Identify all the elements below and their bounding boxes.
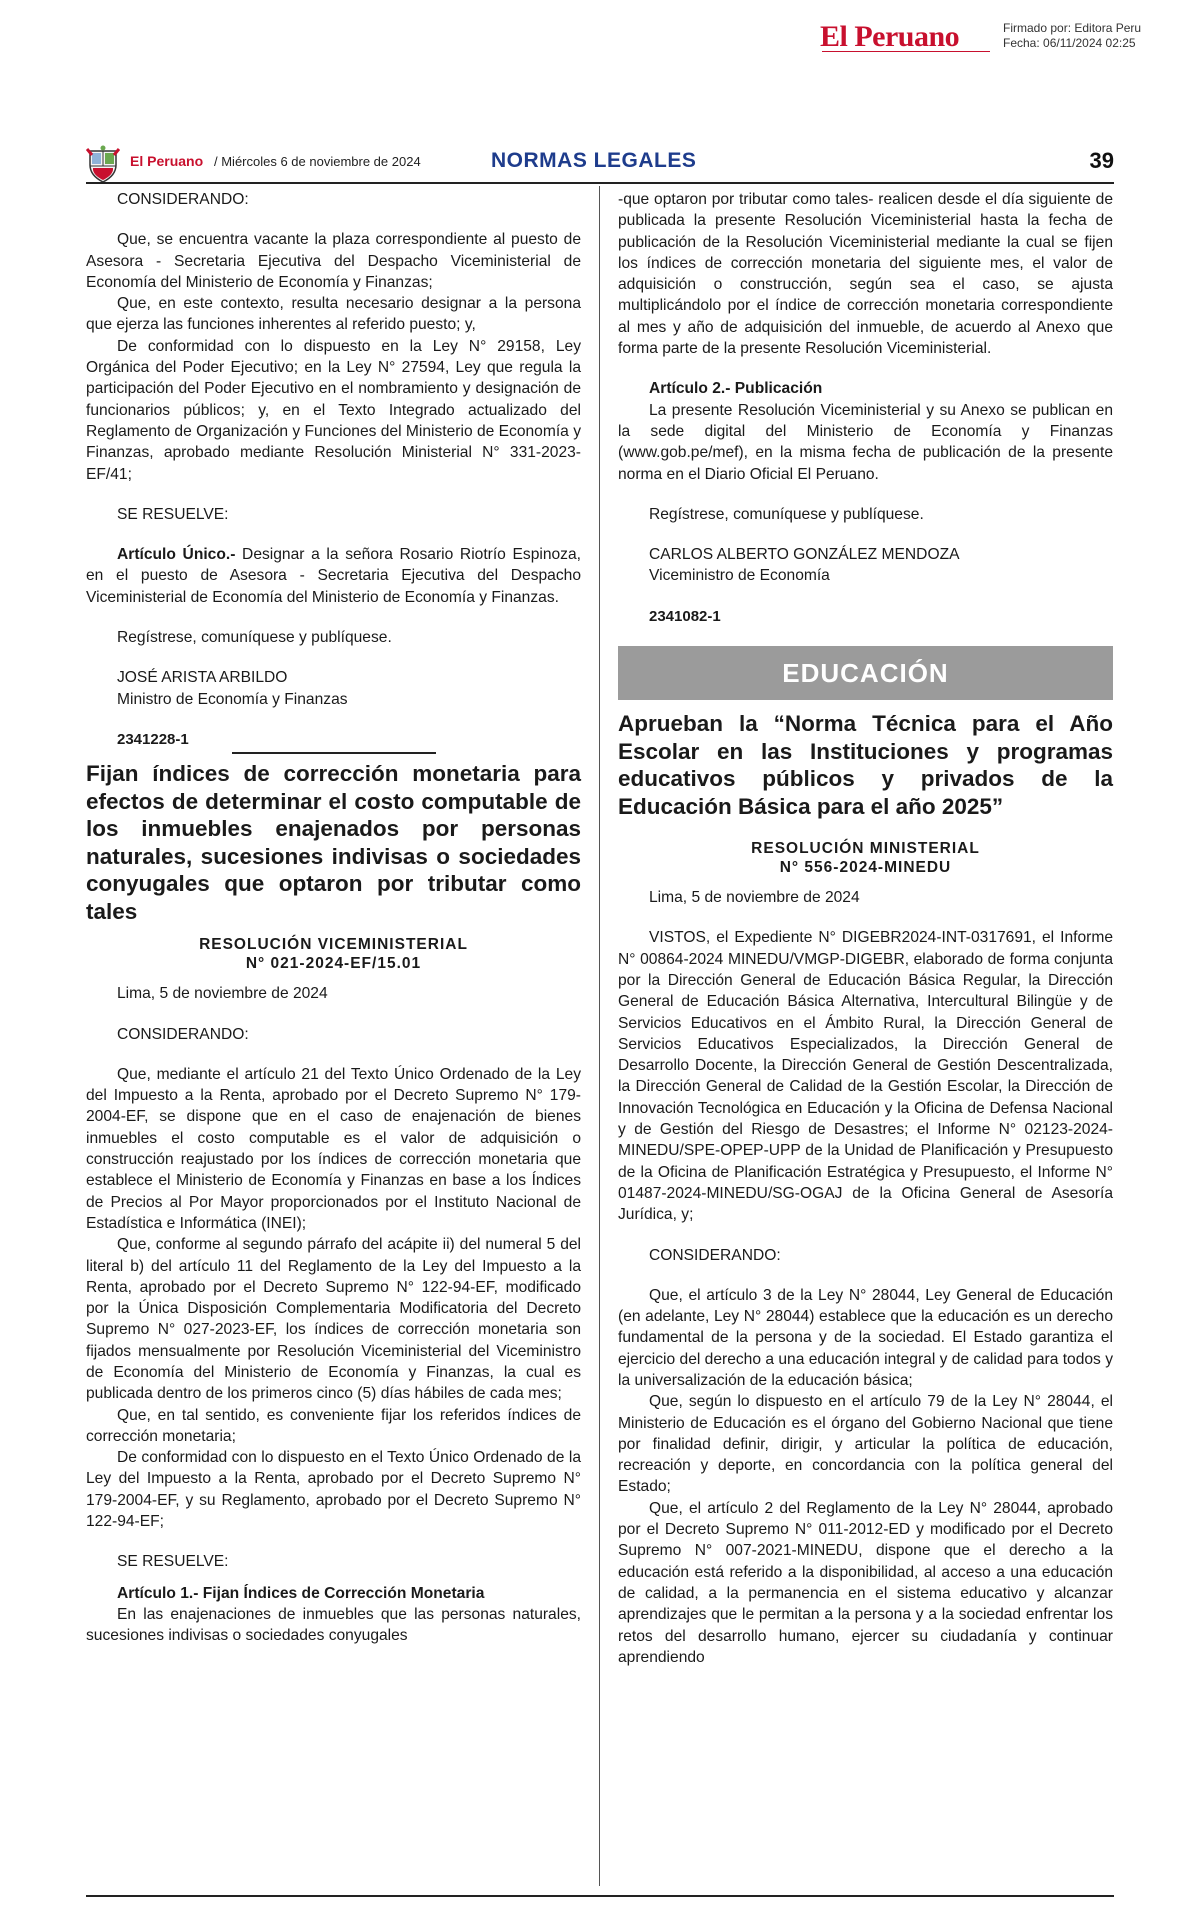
right-column (618, 189, 1113, 1668)
header-section: NORMAS LEGALES (491, 149, 697, 172)
signed-by: Firmado por: Editora Peru (1003, 21, 1142, 35)
resolution-number: N° 556-2024-MINEDU (779, 859, 952, 877)
considerando-heading: CONSIDERANDO: (117, 1025, 249, 1043)
header-brand: El Peruano (130, 153, 204, 169)
paragraph: Que, según lo dispuesto en el artículo 79 de la Ley N° 28044, el Ministerio de Educación es el órgano del Gobierno Nacional que tiene por finalidad definir, dirigir, y articular la política de educación, recreación y deporte, en concordancia con la política general del Estado; (618, 1393, 1113, 1496)
coat-of-arms-icon (86, 145, 120, 183)
closing-formula: Regístrese, comuníquese y publíquese. (117, 629, 392, 647)
considerando-heading: CONSIDERANDO: (649, 1246, 781, 1264)
norm-title: Aprueban la “Norma Técnica para el Año Escolar en las Instituciones y programas educativos públicos y privados de la Educación Básica para el año 2025” (618, 711, 1113, 819)
paragraph: -que optaron por tributar como tales- realicen desde el día siguiente de publicada la presente Resolución Viceministerial hasta la fecha de publicación de la Resolución Viceministerial mediante la cual se fijen los índices de corrección monetaria del siguiente mes, el valor de adquisición o construcción, según sea el caso, se ajusta multiplicándolo por el índice de corrección monetaria correspondiente al mes y año de adquisición del inmueble, de acuerdo al Anexo que forma parte de la presente Resolución Viceministerial. (618, 191, 1113, 358)
signer-role: Ministro de Economía y Finanzas (117, 690, 348, 708)
publication-code: 2341228-1 (117, 730, 189, 748)
signer-role: Viceministro de Economía (649, 567, 830, 585)
resolution-number: N° 021-2024-EF/15.01 (245, 955, 422, 973)
left-column (86, 189, 581, 1647)
considerando-heading: CONSIDERANDO: (117, 191, 249, 208)
paragraph: Que, mediante el artículo 21 del Texto Único Ordenado de la Ley del Impuesto a la Renta, aprobado por el Decreto Supremo N° 179-2004-EF, se dispone que en el caso de enajenación de bienes inmuebles el costo computable es el valor de adquisición o construcción reajustado por los índices de corrección monetaria que establece el Ministerio de Economía y Finanzas en base a los Índices de Precios al Por Mayor proporcionados por el Instituto Nacional de Estadística e Informática (INEI); (86, 1065, 581, 1232)
resuelve-heading: SE RESUELVE: (117, 1553, 229, 1571)
footer-rule (86, 1895, 1114, 1897)
signature-stamp (1003, 21, 1141, 51)
article-label: Artículo Único.- (117, 546, 236, 564)
paragraph: De conformidad con lo dispuesto en el Texto Único Ordenado de la Ley del Impuesto a la Renta, aprobado por el Decreto Supremo N° 179-2004-EF, y su Reglamento, aprobado por el Decreto Supremo N° 122-94-EF; (86, 1449, 581, 1531)
top-brand-underline (822, 51, 990, 55)
signer-name: JOSÉ ARISTA ARBILDO (117, 669, 288, 687)
paragraph: Que, el artículo 2 del Reglamento de la Ley N° 28044, aprobado por el Decreto Supremo N° 011-2012-ED y modificado por el Decreto Supremo N° 007-2021-MINEDU, dispone que el derecho a la educación está referido a la disponibilidad, al acceso a una educación de calidad, a la permanencia en el sistema educativo y alcanzar aprendizajes que le permitan a la persona y a la sociedad enfrentar los retos del desarrollo humano, ejercer su ciudadanía y continuar aprendiendo (618, 1499, 1113, 1666)
paragraph: Que, se encuentra vacante la plaza correspondiente al puesto de Asesora - Secretaria Ejecutiva del Despacho Viceministerial de Economía del Ministerio de Economía y Finanzas; (86, 231, 581, 291)
paragraph: En las enajenaciones de inmuebles que las personas naturales, sucesiones indivisas o sociedades conyugales (86, 1605, 581, 1645)
paragraph: Que, en tal sentido, es conveniente fijar los referidos índices de corrección monetaria; (86, 1406, 581, 1445)
paragraph: Que, en este contexto, resulta necesario designar a la persona que ejerza las funciones inherentes al referido puesto; y, (86, 295, 581, 334)
resolution-type: RESOLUCIÓN VICEMINISTERIAL (199, 936, 468, 954)
resuelve-heading: SE RESUELVE: (117, 505, 229, 523)
page-number: 39 (1089, 148, 1114, 173)
signed-date: Fecha: 06/11/2024 02:25 (1003, 36, 1136, 50)
header-date: / Miércoles 6 de noviembre de 2024 (214, 154, 421, 169)
article-heading: Artículo 1.- Fijan Índices de Corrección Monetaria (117, 1584, 485, 1602)
paragraph: VISTOS, el Expediente N° DIGEBR2024-INT-0317691, el Informe N° 00864-2024 MINEDU/VMGP-DIGEBR, elaborado de forma conjunta por la Dirección General de Educación Básica Regular, la Dirección General de Educación Básica Alternativa, Intercultural Bilingüe y de Servicios Educativos en el Ámbito Rural, la Dirección General de Servicios Educativos Especializados, la Dirección General de Desarrollo Docente, la Dirección General de Gestión Descentralizada, la Dirección General de Calidad de la Gestión Escolar, la Dirección de Innovación Tecnológica en Educación y la Oficina de Defensa Nacional y de Gestión del Riesgo de Desastres; el Informe N° 02123-2024-MINEDU/SPE-OPEP-UPP de la Unidad de Planificación y Presupuesto de la Oficina de Planificación Estratégica y Presupuesto, el Informe N° 01487-2024-MINEDU/SG-OGAJ de la Oficina General de Asesoría Jurídica, y; (618, 929, 1113, 1224)
column-divider (599, 186, 600, 1886)
signer-name: CARLOS ALBERTO GONZÁLEZ MENDOZA (649, 546, 960, 564)
section-separator (232, 752, 436, 754)
paragraph: Que, conforme al segundo párrafo del acápite ii) del numeral 5 del literal b) del artículo 11 del Reglamento de la Ley del Impuesto a la Renta, aprobado por el Decreto Supremo N° 122-94-EF, modificado por la Única Disposición Complementaria Modificatoria del Decreto Supremo N° 027-2023-EF, los índices de corrección monetaria son fijados mensualmente por Resolución Viceministerial del Viceministro de Economía del Ministerio de Economía y Finanzas, la cual es publicada dentro de los primeros cinco (5) días hábiles de cada mes; (86, 1236, 581, 1403)
article-text: Designar a la señora Rosario Riotrío Espinoza, en el puesto de Asesora - Secretaria Ejecutiva del Despacho Viceministerial de Economía del Ministerio de Economía y Finanzas. (86, 546, 581, 606)
date-line: Lima, 5 de noviembre de 2024 (117, 985, 328, 1003)
top-brand-logo: El Peruano (820, 20, 960, 53)
norm-title: Fijan índices de corrección monetaria para efectos de determinar el costo computable de los inmuebles enajenados por personas naturales, sucesiones indivisas o sociedades conyugales que optaron por tributar como tales (86, 761, 581, 924)
article-unico (86, 544, 581, 608)
resolution-type: RESOLUCIÓN MINISTERIAL (751, 840, 980, 858)
publication-code: 2341082-1 (649, 607, 721, 625)
paragraph: De conformidad con lo dispuesto en la Ley N° 29158, Ley Orgánica del Poder Ejecutivo; en la Ley N° 27594, Ley que regula la participación del Poder Ejecutivo en el nombramiento y designación de funcionarios públicos; y, en el Texto Integrado actualizado del Reglamento de Organización y Funciones del Ministerio de Economía y Finanzas, aprobado mediante Resolución Ministerial N° 331-2023-EF/41; (86, 337, 581, 483)
page-header (86, 143, 1114, 183)
paragraph: Que, el artículo 3 de la Ley N° 28044, Ley General de Educación (en adelante, Ley N° 28044) establece que la educación es un derecho fundamental de la persona y de la sociedad. El Estado garantiza el ejercicio del derecho a una educación integral y de calidad para todos y la universalización de la educación básica; (618, 1286, 1113, 1389)
article-heading: Artículo 2.- Publicación (649, 380, 823, 398)
closing-formula: Regístrese, comuníquese y publíquese. (649, 505, 924, 523)
date-line: Lima, 5 de noviembre de 2024 (649, 889, 860, 907)
sector-banner: EDUCACIÓN (618, 646, 1113, 700)
paragraph: La presente Resolución Viceministerial y su Anexo se publican en la sede digital del Ministerio de Economía y Finanzas (www.gob.pe/mef), en la misma fecha de publicación de la presente norma en el Diario Oficial El Peruano. (618, 401, 1113, 483)
header-rule (86, 182, 1114, 184)
